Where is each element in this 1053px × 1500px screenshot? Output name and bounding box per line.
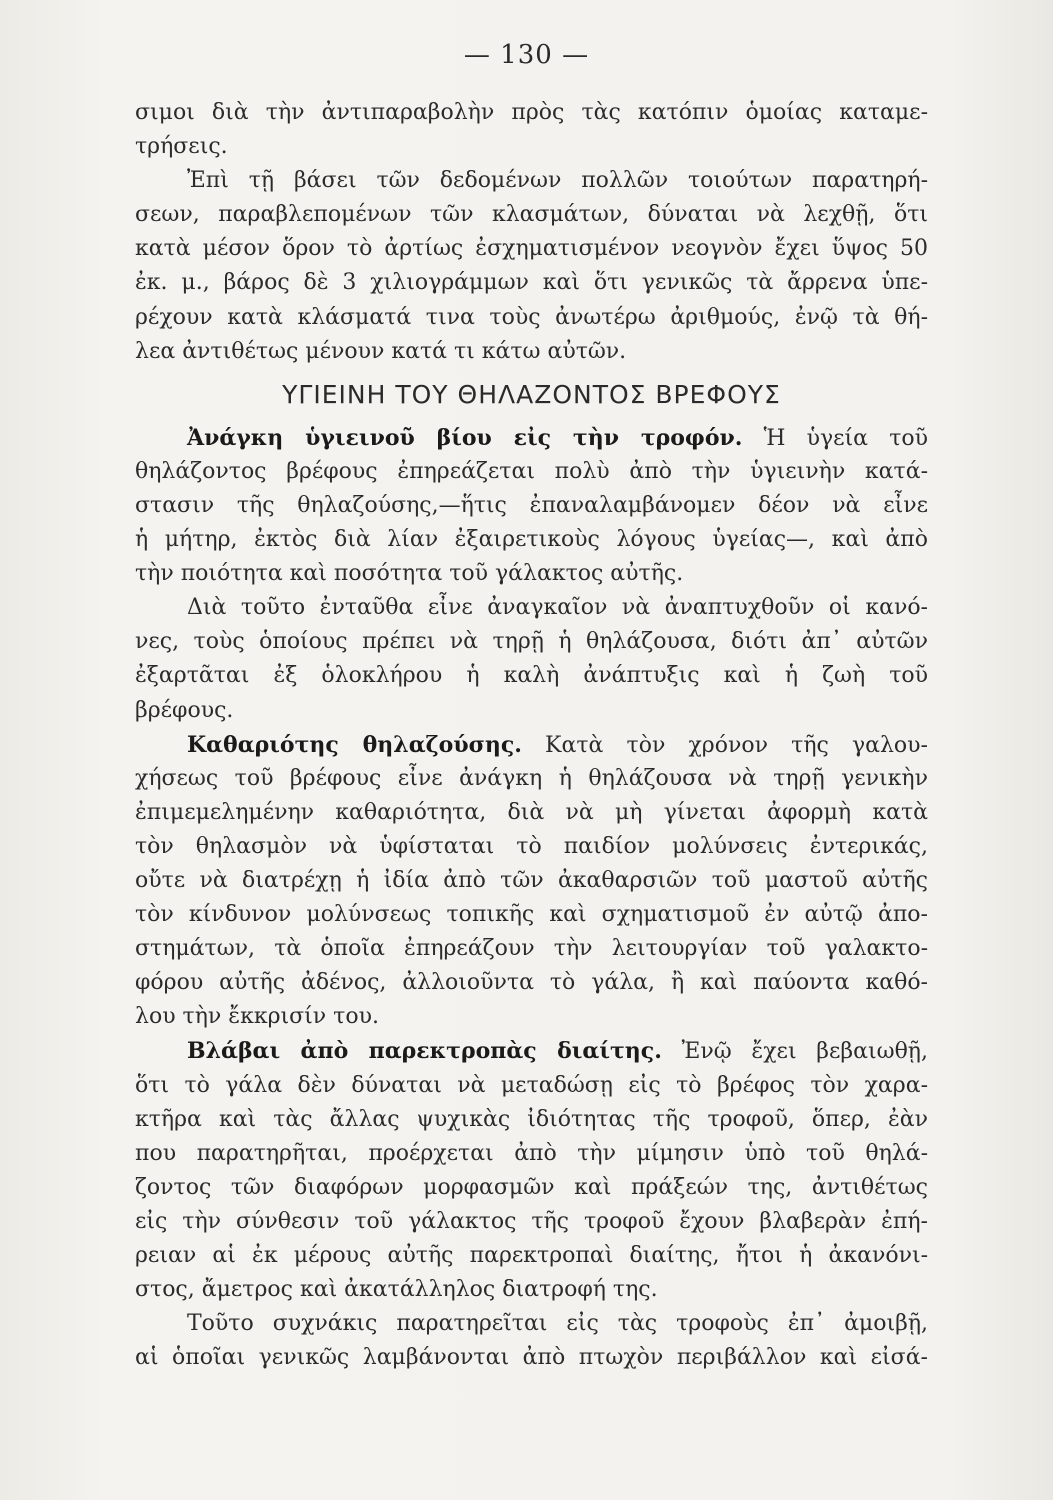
line-text: νες, τοὺς ὁποίους πρέπει νὰ τηρῇ ἡ θηλάζουσα, διότι ἀπ᾽ αὐτῶν [135, 629, 928, 655]
text-line [135, 198, 928, 232]
body-text [135, 96, 928, 1375]
text-line [135, 591, 928, 625]
text-line [135, 625, 928, 659]
line-text: Κατὰ τὸν χρόνον τῆς γαλου- [521, 732, 928, 758]
line-text: λεα ἀντιθέτως μένουν κατά τι κάτω αὐτῶν. [135, 338, 627, 364]
text-line [135, 864, 928, 898]
line-text: στημάτων, τὰ ὁποῖα ἐπηρεάζουν τὴν λειτουργίαν τοῦ γαλακτο- [135, 936, 928, 962]
text-line [135, 694, 928, 728]
text-line [135, 830, 928, 864]
line-text: Ἐπὶ τῇ βάσει τῶν δεδομένων πολλῶν τοιούτων παρατηρή- [187, 168, 928, 194]
text-line [135, 1000, 928, 1034]
paragraph-lead-title: Ἀνάγκη ὑγιεινοῦ βίου εἰς τὴν τροφόν. [187, 424, 743, 451]
line-text: Ἡ ὑγεία τοῦ [742, 425, 928, 451]
text-line [135, 1205, 928, 1239]
text-line [135, 932, 928, 966]
text-line [135, 728, 928, 762]
line-text: τὴν ποιότητα καὶ ποσότητα τοῦ γάλακτος αὐτῆς. [135, 561, 684, 587]
text-line [135, 1341, 928, 1375]
paragraph-block-main [135, 421, 928, 1376]
text-line [135, 1103, 928, 1137]
line-text: Ἐνῷ ἔχει βεβαιωθῇ, [661, 1039, 928, 1065]
text-line [135, 966, 928, 1000]
line-text: Διὰ τοῦτο ἐνταῦθα εἶνε ἀναγκαῖον νὰ ἀναπτυχθοῦν οἱ κανό- [187, 595, 928, 621]
text-line [135, 898, 928, 932]
text-line [135, 164, 928, 198]
line-text: φόρου αὐτῆς ἀδένος, ἀλλοιοῦντα τὸ γάλα, ἢ καὶ παύοντα καθό- [135, 970, 928, 996]
line-text: ἐκ. μ., βάρος δὲ 3 χιλιογράμμων καὶ ὅτι γενικῶς τὰ ἄρρενα ὑπε- [135, 270, 928, 296]
line-text: κτῆρα καὶ τὰς ἄλλας ψυχικὰς ἰδιότητας τῆς τροφοῦ, ὅπερ, ἐὰν [135, 1106, 928, 1132]
text-line [135, 301, 928, 335]
line-text: ζοντος τῶν διαφόρων μορφασμῶν καὶ πράξεών της, ἀντιθέτως [135, 1174, 928, 1200]
text-line [135, 232, 928, 266]
text-line [135, 1273, 928, 1307]
section-heading: ΥΓΙΕΙΝΗ ΤΟΥ ΘΗΛΑΖΟΝΤΟΣ ΒΡΕΦΟΥΣ [282, 379, 781, 409]
line-text: τὸν θηλασμὸν νὰ ὑφίσταται τὸ παιδίον μολύνσεις ἐντερικάς, [135, 833, 928, 859]
line-text: κατὰ μέσον ὅρον τὸ ἀρτίως ἐσχηματισμένον νεογνὸν ἔχει ὕψος 50 [135, 236, 928, 262]
line-text: τρήσεις. [135, 134, 228, 160]
line-text: ρειαν αἱ ἐκ μέρους αὐτῆς παρεκτροπαὶ διαίτης, ἤτοι ἡ ἀκανόνι- [135, 1243, 928, 1268]
line-text: που παρατηρῆται, προέρχεται ἀπὸ τὴν μίμησιν ὑπὸ τοῦ θηλά- [135, 1140, 928, 1166]
line-text: σεων, παραβλεπομένων τῶν κλασμάτων, δύναται νὰ λεχθῇ, ὅτι [135, 202, 928, 228]
text-line [135, 96, 928, 130]
line-text: χήσεως τοῦ βρέφους εἶνε ἀνάγκη ἡ θηλάζουσα νὰ τηρῇ γενικὴν [135, 765, 928, 791]
line-text: ὅτι τὸ γάλα δὲν δύναται νὰ μεταδώσῃ εἰς τὸ βρέφος τὸν χαρα- [135, 1072, 928, 1098]
line-text: τὸν κίνδυνον μολύνσεως τοπικῆς καὶ σχηματισμοῦ ἐν αὐτῷ ἀπο- [135, 902, 928, 928]
text-line [135, 1137, 928, 1171]
text-line [135, 266, 928, 300]
line-text: αἱ ὁποῖαι γενικῶς λαμβάνονται ἀπὸ πτωχὸν περιβάλλον καὶ εἰσά- [135, 1345, 928, 1371]
text-line [135, 659, 928, 693]
text-line [135, 557, 928, 591]
paragraph-lead-title: Βλάβαι ἀπὸ παρεκτροπὰς διαίτης. [187, 1038, 662, 1065]
text-line [135, 1034, 928, 1068]
text-line [135, 1307, 928, 1341]
text-line [135, 796, 928, 830]
line-text: ρέχουν κατὰ κλάσματά τινα τοὺς ἀνωτέρω ἀριθμούς, ἐνῷ τὰ θή- [135, 304, 928, 330]
page-number: — 130 — [463, 40, 590, 70]
paragraph-lead-title: Καθαριότης θηλαζούσης. [187, 731, 522, 758]
text-line [135, 421, 928, 455]
text-line [135, 1069, 928, 1103]
line-text: στασιν τῆς θηλαζούσης,—ἥτις ἐπαναλαμβάνομεν δέον νὰ εἶνε [135, 492, 928, 518]
line-text: οὔτε νὰ διατρέχῃ ἡ ἰδία ἀπὸ τῶν ἀκαθαρσιῶν τοῦ μαστοῦ αὐτῆς [135, 867, 928, 893]
text-line [135, 335, 928, 369]
line-text: στος, ἄμετρος καὶ ἀκατάλληλος διατροφή της. [135, 1277, 658, 1303]
line-text: εἰς τὴν σύνθεσιν τοῦ γάλακτος τῆς τροφοῦ ἔχουν βλαβερὰν ἐπή- [135, 1208, 928, 1234]
line-text: Τοῦτο συχνάκις παρατηρεῖται εἰς τὰς τροφοὺς ἐπ᾽ ἀμοιβῇ, [187, 1311, 928, 1337]
text-line [135, 130, 928, 164]
text-line [135, 489, 928, 523]
line-text: ἐξαρτᾶται ἐξ ὁλοκλήρου ἡ καλὴ ἀνάπτυξις καὶ ἡ ζωὴ τοῦ [135, 663, 928, 689]
text-line [135, 1171, 928, 1205]
line-text: ἐπιμεμελημένην καθαριότητα, διὰ νὰ μὴ γίνεται ἀφορμὴ κατὰ [135, 799, 928, 825]
line-text: θηλάζοντος βρέφους ἐπηρεάζεται πολὺ ἀπὸ τὴν ὑγιεινὴν κατά- [135, 458, 928, 484]
line-text: βρέφους. [135, 697, 234, 723]
line-text: λου τὴν ἔκκρισίν του. [135, 1004, 379, 1030]
text-line [135, 1239, 928, 1273]
paragraph-block-intro [135, 96, 928, 369]
text-line [135, 762, 928, 796]
line-text: σιμοι διὰ τὴν ἀντιπαραβολὴν πρὸς τὰς κατόπιν ὁμοίας καταμε- [135, 100, 928, 125]
line-text: ἡ μήτηρ, ἐκτὸς διὰ λίαν ἐξαιρετικοὺς λόγους ὑγείας—, καὶ ἀπὸ [135, 527, 928, 553]
text-line [135, 455, 928, 489]
text-line [135, 523, 928, 557]
